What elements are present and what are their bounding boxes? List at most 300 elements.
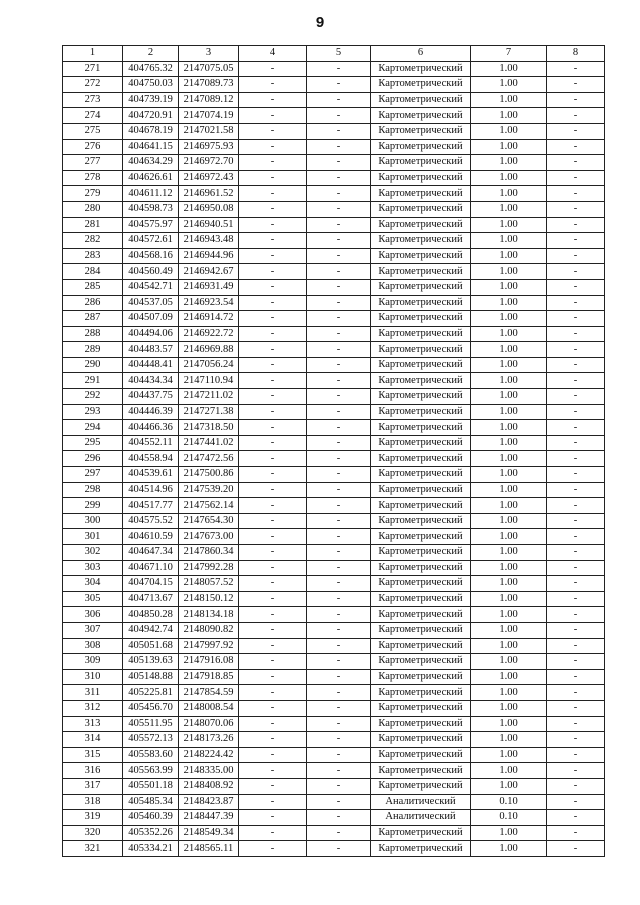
col-8-value-cell: - (547, 778, 605, 794)
col-8-value-cell: - (547, 482, 605, 498)
y-coordinate-cell: 2147056.24 (179, 357, 239, 373)
table-row (63, 451, 605, 467)
x-coordinate-cell: 405563.99 (123, 763, 179, 779)
col-4-value-cell: - (239, 794, 307, 810)
col-4-value-cell: - (239, 108, 307, 124)
y-coordinate-cell: 2147075.05 (179, 61, 239, 77)
accuracy-cell: 1.00 (471, 248, 547, 264)
col-4-value-cell: - (239, 233, 307, 249)
accuracy-cell: 1.00 (471, 201, 547, 217)
col-4-value-cell: - (239, 591, 307, 607)
accuracy-cell: 1.00 (471, 139, 547, 155)
y-coordinate-cell: 2146943.48 (179, 233, 239, 249)
table-row (63, 482, 605, 498)
col-5-value-cell: - (307, 139, 371, 155)
accuracy-cell: 1.00 (471, 92, 547, 108)
col-8-value-cell: - (547, 170, 605, 186)
col-4-value-cell: - (239, 622, 307, 638)
col-5-value-cell: - (307, 389, 371, 405)
col-5-value-cell: - (307, 794, 371, 810)
col-8-value-cell: - (547, 61, 605, 77)
point-number-cell: 286 (63, 295, 123, 311)
point-number-cell: 296 (63, 451, 123, 467)
col-8-value-cell: - (547, 841, 605, 857)
x-coordinate-cell: 404671.10 (123, 560, 179, 576)
accuracy-cell: 1.00 (471, 420, 547, 436)
method-cell: Картометрический (371, 170, 471, 186)
point-number-cell: 288 (63, 326, 123, 342)
col-4-value-cell: - (239, 311, 307, 327)
y-coordinate-cell: 2148224.42 (179, 747, 239, 763)
x-coordinate-cell: 404611.12 (123, 186, 179, 202)
col-5-value-cell: - (307, 61, 371, 77)
col-8-value-cell: - (547, 700, 605, 716)
col-8-value-cell: - (547, 311, 605, 327)
method-cell: Картометрический (371, 498, 471, 514)
col-4-value-cell: - (239, 607, 307, 623)
y-coordinate-cell: 2147992.28 (179, 560, 239, 576)
page-number: 9 (315, 14, 325, 31)
accuracy-cell: 0.10 (471, 810, 547, 826)
method-cell: Картометрический (371, 61, 471, 77)
col-5-value-cell: - (307, 92, 371, 108)
table-row (63, 669, 605, 685)
method-cell: Картометрический (371, 326, 471, 342)
method-cell: Картометрический (371, 763, 471, 779)
table-body (63, 61, 605, 856)
col-8-value-cell: - (547, 77, 605, 93)
col-5-value-cell: - (307, 513, 371, 529)
point-number-cell: 277 (63, 155, 123, 171)
table-row (63, 217, 605, 233)
table-row (63, 545, 605, 561)
col-5-value-cell: - (307, 654, 371, 670)
col-5-value-cell: - (307, 435, 371, 451)
col-5-value-cell: - (307, 233, 371, 249)
method-cell: Картометрический (371, 357, 471, 373)
x-coordinate-cell: 405456.70 (123, 700, 179, 716)
table-row (63, 716, 605, 732)
table-row (63, 435, 605, 451)
table-row (63, 467, 605, 483)
col-8-value-cell: - (547, 108, 605, 124)
col-5-value-cell: - (307, 825, 371, 841)
col-4-value-cell: - (239, 77, 307, 93)
y-coordinate-cell: 2146975.93 (179, 139, 239, 155)
col-4-value-cell: - (239, 123, 307, 139)
y-coordinate-cell: 2146944.96 (179, 248, 239, 264)
col-4-value-cell: - (239, 92, 307, 108)
table-row (63, 420, 605, 436)
point-number-cell: 290 (63, 357, 123, 373)
x-coordinate-cell: 405334.21 (123, 841, 179, 857)
accuracy-cell: 1.00 (471, 61, 547, 77)
point-number-cell: 302 (63, 545, 123, 561)
point-number-cell: 300 (63, 513, 123, 529)
col-5-value-cell: - (307, 778, 371, 794)
y-coordinate-cell: 2148008.54 (179, 700, 239, 716)
method-cell: Картометрический (371, 233, 471, 249)
y-coordinate-cell: 2146969.88 (179, 342, 239, 358)
accuracy-cell: 1.00 (471, 435, 547, 451)
table-row (63, 155, 605, 171)
col-8-value-cell: - (547, 451, 605, 467)
point-number-cell: 321 (63, 841, 123, 857)
y-coordinate-cell: 2147472.56 (179, 451, 239, 467)
accuracy-cell: 1.00 (471, 560, 547, 576)
accuracy-cell: 1.00 (471, 669, 547, 685)
point-number-cell: 292 (63, 389, 123, 405)
method-cell: Картометрический (371, 342, 471, 358)
col-8-value-cell: - (547, 295, 605, 311)
col-4-value-cell: - (239, 61, 307, 77)
point-number-cell: 307 (63, 622, 123, 638)
col-8-value-cell: - (547, 155, 605, 171)
point-number-cell: 283 (63, 248, 123, 264)
col-4-value-cell: - (239, 841, 307, 857)
point-number-cell: 275 (63, 123, 123, 139)
x-coordinate-cell: 404542.71 (123, 279, 179, 295)
col-5-value-cell: - (307, 155, 371, 171)
method-cell: Картометрический (371, 420, 471, 436)
table-row (63, 326, 605, 342)
table-row (63, 498, 605, 514)
point-number-cell: 318 (63, 794, 123, 810)
point-number-cell: 315 (63, 747, 123, 763)
x-coordinate-cell: 405511.95 (123, 716, 179, 732)
table-row (63, 529, 605, 545)
x-coordinate-cell: 404626.61 (123, 170, 179, 186)
x-coordinate-cell: 405460.39 (123, 810, 179, 826)
table-row (63, 139, 605, 155)
point-number-cell: 299 (63, 498, 123, 514)
col-5-value-cell: - (307, 685, 371, 701)
table-row (63, 295, 605, 311)
col-8-value-cell: - (547, 217, 605, 233)
col-4-value-cell: - (239, 186, 307, 202)
col-4-value-cell: - (239, 560, 307, 576)
method-cell: Картометрический (371, 482, 471, 498)
accuracy-cell: 1.00 (471, 295, 547, 311)
point-number-cell: 278 (63, 170, 123, 186)
x-coordinate-cell: 404641.15 (123, 139, 179, 155)
col-8-value-cell: - (547, 248, 605, 264)
y-coordinate-cell: 2148134.18 (179, 607, 239, 623)
col-5-value-cell: - (307, 108, 371, 124)
accuracy-cell: 1.00 (471, 186, 547, 202)
accuracy-cell: 1.00 (471, 778, 547, 794)
method-cell: Картометрический (371, 201, 471, 217)
accuracy-cell: 1.00 (471, 279, 547, 295)
method-cell: Картометрический (371, 373, 471, 389)
x-coordinate-cell: 404517.77 (123, 498, 179, 514)
method-cell: Картометрический (371, 716, 471, 732)
col-4-value-cell: - (239, 170, 307, 186)
col-5-value-cell: - (307, 357, 371, 373)
col-8-value-cell: - (547, 357, 605, 373)
accuracy-cell: 1.00 (471, 685, 547, 701)
col-5-value-cell: - (307, 669, 371, 685)
col-8-value-cell: - (547, 794, 605, 810)
col-8-value-cell: - (547, 763, 605, 779)
x-coordinate-cell: 404437.75 (123, 389, 179, 405)
col-4-value-cell: - (239, 420, 307, 436)
col-8-value-cell: - (547, 638, 605, 654)
point-number-cell: 276 (63, 139, 123, 155)
column-header-6: 6 (371, 46, 471, 62)
col-5-value-cell: - (307, 576, 371, 592)
table-row (63, 404, 605, 420)
col-5-value-cell: - (307, 404, 371, 420)
method-cell: Картометрический (371, 700, 471, 716)
y-coordinate-cell: 2146914.72 (179, 311, 239, 327)
col-5-value-cell: - (307, 264, 371, 280)
column-header-4: 4 (239, 46, 307, 62)
col-8-value-cell: - (547, 732, 605, 748)
col-8-value-cell: - (547, 467, 605, 483)
method-cell: Картометрический (371, 529, 471, 545)
y-coordinate-cell: 2148335.00 (179, 763, 239, 779)
method-cell: Картометрический (371, 279, 471, 295)
accuracy-cell: 1.00 (471, 716, 547, 732)
col-5-value-cell: - (307, 123, 371, 139)
x-coordinate-cell: 405051.68 (123, 638, 179, 654)
x-coordinate-cell: 404765.32 (123, 61, 179, 77)
table-row (63, 763, 605, 779)
y-coordinate-cell: 2148549.34 (179, 825, 239, 841)
col-4-value-cell: - (239, 576, 307, 592)
col-5-value-cell: - (307, 560, 371, 576)
accuracy-cell: 1.00 (471, 498, 547, 514)
table-row (63, 747, 605, 763)
table-row (63, 248, 605, 264)
method-cell: Картометрический (371, 435, 471, 451)
x-coordinate-cell: 404539.61 (123, 467, 179, 483)
col-8-value-cell: - (547, 669, 605, 685)
table-row (63, 92, 605, 108)
y-coordinate-cell: 2147271.38 (179, 404, 239, 420)
method-cell: Картометрический (371, 545, 471, 561)
point-number-cell: 293 (63, 404, 123, 420)
col-8-value-cell: - (547, 498, 605, 514)
col-5-value-cell: - (307, 279, 371, 295)
y-coordinate-cell: 2146940.51 (179, 217, 239, 233)
x-coordinate-cell: 404678.19 (123, 123, 179, 139)
point-number-cell: 316 (63, 763, 123, 779)
point-number-cell: 287 (63, 311, 123, 327)
method-cell: Картометрический (371, 155, 471, 171)
col-8-value-cell: - (547, 513, 605, 529)
col-5-value-cell: - (307, 545, 371, 561)
col-5-value-cell: - (307, 732, 371, 748)
method-cell: Картометрический (371, 389, 471, 405)
y-coordinate-cell: 2148447.39 (179, 810, 239, 826)
col-4-value-cell: - (239, 373, 307, 389)
col-8-value-cell: - (547, 810, 605, 826)
method-cell: Картометрический (371, 560, 471, 576)
col-8-value-cell: - (547, 825, 605, 841)
col-5-value-cell: - (307, 622, 371, 638)
accuracy-cell: 1.00 (471, 108, 547, 124)
point-number-cell: 289 (63, 342, 123, 358)
col-5-value-cell: - (307, 248, 371, 264)
y-coordinate-cell: 2147500.86 (179, 467, 239, 483)
method-cell: Картометрический (371, 638, 471, 654)
y-coordinate-cell: 2146972.70 (179, 155, 239, 171)
x-coordinate-cell: 404552.11 (123, 435, 179, 451)
accuracy-cell: 1.00 (471, 357, 547, 373)
col-5-value-cell: - (307, 591, 371, 607)
x-coordinate-cell: 404507.09 (123, 311, 179, 327)
col-8-value-cell: - (547, 654, 605, 670)
accuracy-cell: 1.00 (471, 841, 547, 857)
column-header-7: 7 (471, 46, 547, 62)
col-8-value-cell: - (547, 685, 605, 701)
method-cell: Картометрический (371, 248, 471, 264)
method-cell: Картометрический (371, 217, 471, 233)
y-coordinate-cell: 2147110.94 (179, 373, 239, 389)
col-4-value-cell: - (239, 342, 307, 358)
table-row (63, 61, 605, 77)
method-cell: Картометрический (371, 451, 471, 467)
method-cell: Картометрический (371, 123, 471, 139)
table-row (63, 264, 605, 280)
y-coordinate-cell: 2147654.30 (179, 513, 239, 529)
col-4-value-cell: - (239, 700, 307, 716)
point-number-cell: 309 (63, 654, 123, 670)
table-header-row (63, 46, 605, 62)
col-4-value-cell: - (239, 825, 307, 841)
y-coordinate-cell: 2147318.50 (179, 420, 239, 436)
col-5-value-cell: - (307, 529, 371, 545)
accuracy-cell: 1.00 (471, 326, 547, 342)
table-row (63, 357, 605, 373)
y-coordinate-cell: 2147539.20 (179, 482, 239, 498)
x-coordinate-cell: 404647.34 (123, 545, 179, 561)
col-8-value-cell: - (547, 716, 605, 732)
accuracy-cell: 1.00 (471, 170, 547, 186)
x-coordinate-cell: 404598.73 (123, 201, 179, 217)
x-coordinate-cell: 404483.57 (123, 342, 179, 358)
col-8-value-cell: - (547, 404, 605, 420)
accuracy-cell: 1.00 (471, 467, 547, 483)
col-4-value-cell: - (239, 654, 307, 670)
accuracy-cell: 1.00 (471, 591, 547, 607)
y-coordinate-cell: 2147021.58 (179, 123, 239, 139)
method-cell: Картометрический (371, 747, 471, 763)
method-cell: Картометрический (371, 311, 471, 327)
col-5-value-cell: - (307, 217, 371, 233)
col-4-value-cell: - (239, 357, 307, 373)
table-row (63, 311, 605, 327)
point-number-cell: 281 (63, 217, 123, 233)
col-4-value-cell: - (239, 482, 307, 498)
accuracy-cell: 1.00 (471, 825, 547, 841)
col-8-value-cell: - (547, 201, 605, 217)
y-coordinate-cell: 2146931.49 (179, 279, 239, 295)
col-5-value-cell: - (307, 810, 371, 826)
col-5-value-cell: - (307, 763, 371, 779)
point-number-cell: 306 (63, 607, 123, 623)
table-row (63, 810, 605, 826)
table-row (63, 389, 605, 405)
x-coordinate-cell: 404434.34 (123, 373, 179, 389)
col-4-value-cell: - (239, 217, 307, 233)
y-coordinate-cell: 2147860.34 (179, 545, 239, 561)
x-coordinate-cell: 404537.05 (123, 295, 179, 311)
accuracy-cell: 1.00 (471, 123, 547, 139)
col-4-value-cell: - (239, 279, 307, 295)
col-4-value-cell: - (239, 685, 307, 701)
col-8-value-cell: - (547, 326, 605, 342)
y-coordinate-cell: 2146961.52 (179, 186, 239, 202)
method-cell: Картометрический (371, 186, 471, 202)
x-coordinate-cell: 405139.63 (123, 654, 179, 670)
method-cell: Картометрический (371, 669, 471, 685)
x-coordinate-cell: 405485.34 (123, 794, 179, 810)
y-coordinate-cell: 2148565.11 (179, 841, 239, 857)
y-coordinate-cell: 2148173.26 (179, 732, 239, 748)
table-row (63, 279, 605, 295)
col-5-value-cell: - (307, 482, 371, 498)
col-4-value-cell: - (239, 155, 307, 171)
table-row (63, 638, 605, 654)
y-coordinate-cell: 2148408.92 (179, 778, 239, 794)
x-coordinate-cell: 405501.18 (123, 778, 179, 794)
col-4-value-cell: - (239, 810, 307, 826)
table-row (63, 841, 605, 857)
y-coordinate-cell: 2148150.12 (179, 591, 239, 607)
method-cell: Картометрический (371, 825, 471, 841)
point-number-cell: 312 (63, 700, 123, 716)
point-number-cell: 320 (63, 825, 123, 841)
x-coordinate-cell: 405225.81 (123, 685, 179, 701)
point-number-cell: 298 (63, 482, 123, 498)
method-cell: Картометрический (371, 108, 471, 124)
col-4-value-cell: - (239, 529, 307, 545)
point-number-cell: 285 (63, 279, 123, 295)
accuracy-cell: 1.00 (471, 389, 547, 405)
point-number-cell: 303 (63, 560, 123, 576)
point-number-cell: 282 (63, 233, 123, 249)
x-coordinate-cell: 404560.49 (123, 264, 179, 280)
col-4-value-cell: - (239, 716, 307, 732)
point-number-cell: 314 (63, 732, 123, 748)
table-row (63, 685, 605, 701)
y-coordinate-cell: 2146972.43 (179, 170, 239, 186)
col-4-value-cell: - (239, 513, 307, 529)
y-coordinate-cell: 2147854.59 (179, 685, 239, 701)
table-row (63, 108, 605, 124)
table-row (63, 201, 605, 217)
x-coordinate-cell: 404704.15 (123, 576, 179, 592)
x-coordinate-cell: 404572.61 (123, 233, 179, 249)
col-5-value-cell: - (307, 716, 371, 732)
accuracy-cell: 1.00 (471, 77, 547, 93)
method-cell: Картометрический (371, 654, 471, 670)
column-header-1: 1 (63, 46, 123, 62)
y-coordinate-cell: 2147916.08 (179, 654, 239, 670)
column-header-5: 5 (307, 46, 371, 62)
x-coordinate-cell: 405583.60 (123, 747, 179, 763)
y-coordinate-cell: 2148423.87 (179, 794, 239, 810)
col-4-value-cell: - (239, 498, 307, 514)
x-coordinate-cell: 404575.97 (123, 217, 179, 233)
table-row (63, 607, 605, 623)
method-cell: Картометрический (371, 622, 471, 638)
y-coordinate-cell: 2148057.52 (179, 576, 239, 592)
col-8-value-cell: - (547, 389, 605, 405)
